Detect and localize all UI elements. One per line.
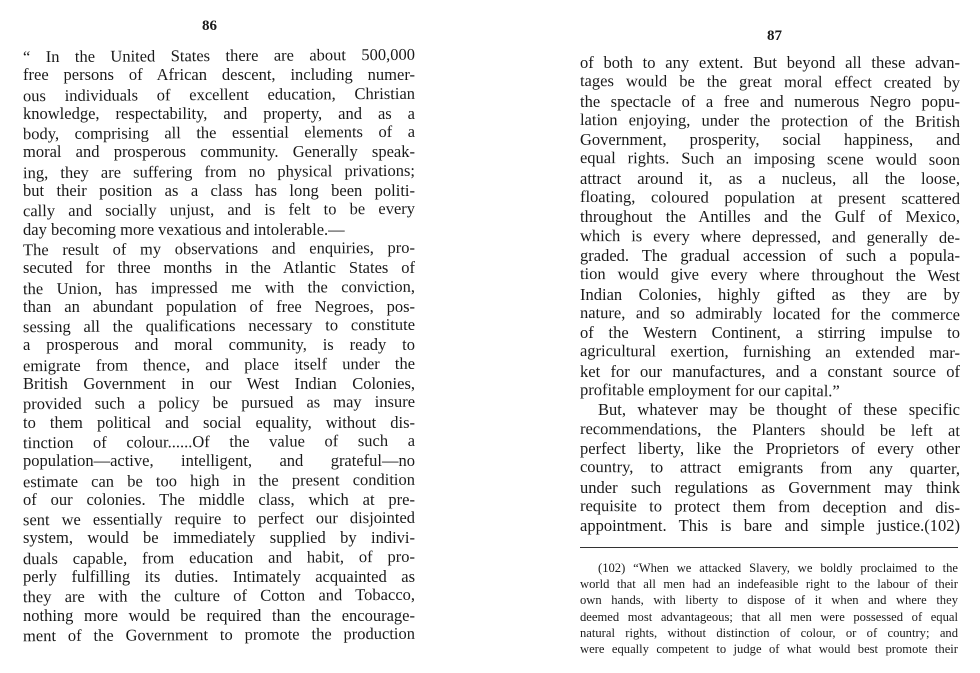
footnote (580, 560, 958, 657)
text-line: graded. The gradual accession of such a popula- (580, 245, 960, 265)
text-line: tinction of colour......Of the value of such a (22, 430, 416, 453)
footnote-line: own hands, with liberty to dispose of it when and where they (580, 593, 958, 608)
text-line: British Government in our West Indian Colonies, (23, 374, 415, 394)
text-line: attract around it, as a nucleus, all the loose, (580, 168, 960, 188)
text-line: nothing more would be required than the encourage- (23, 605, 415, 625)
text-line: agricultural exertion, furnishing an extended mar- (579, 341, 961, 363)
text-line: But, whatever may be thought of these specific (598, 400, 960, 420)
text-line: nature, and so admirably located for the commerce (579, 302, 961, 324)
text-line: Indian Colonies, highly gifted as they are by (580, 284, 960, 304)
book-gutter (440, 0, 560, 673)
text-line: tages would be the great moral effect created by (579, 71, 961, 93)
page-number: 86 (202, 18, 217, 34)
text-line: ket for our manufactures, and a constant source of (580, 361, 960, 381)
left-page-text (23, 46, 415, 644)
text-line: of both to any extent. But beyond all these advan- (580, 53, 960, 72)
text-line: system, would be immediately supplied by indivi- (23, 528, 415, 548)
footnote-line: natural rights, without distinction of colour, or of country; and (580, 625, 958, 640)
text-line: duals capable, from education and habit, of pro- (22, 546, 416, 568)
text-line: population—active, intelligent, and grateful—no (23, 451, 415, 471)
text-line: secuted for three months in the Atlantic States of (23, 258, 415, 278)
footnote-line: deemed most advantageous; that all men were possessed of equal (580, 609, 958, 624)
footnote-rule (580, 547, 958, 548)
text-line: tion would give every where throughout the West (579, 264, 961, 286)
text-line: sent we essentially require to perfect our disjointed (22, 507, 416, 530)
text-line: floating, coloured population at present scattered (579, 187, 961, 209)
text-line: estimate can be too high in the present condition (22, 469, 416, 491)
text-line: throughout the Antilles and the Gulf of Mexico, (580, 207, 960, 227)
text-line: provided such a policy be pursued as may insure (22, 392, 416, 414)
text-line: perly fulfilling its duties. Intimately acquainted as (23, 567, 415, 587)
text-line: knowledge, respectability, and property, and as a (23, 103, 415, 123)
text-line: perfect liberty, like the Proprietors of every other (580, 438, 960, 458)
text-line: moral and prosperous community. Generally speak- (23, 142, 415, 162)
right-page-text (580, 53, 960, 535)
text-line: the Union, has impressed me with the conviction, (22, 276, 416, 298)
text-line: “ In the United States there are about 500,000 (22, 44, 416, 67)
text-line: to them political and social equality, without dis- (23, 412, 415, 432)
text-line: than an abundant population of free Negroes, pos- (23, 296, 415, 316)
text-line: emigrate from thence, and place itself under the (22, 353, 416, 375)
text-line: ing, they are suffering from no physical privations; (22, 160, 416, 182)
text-line: under such regulations as Government may think (580, 477, 960, 497)
text-line: of the Western Continent, a stirring impulse to (580, 323, 960, 343)
text-line: ous individuals of excellent education, Christian (22, 83, 416, 105)
text-line: sessing all the qualifications necessary to constitute (22, 314, 416, 337)
right-page (560, 0, 980, 673)
left-page (0, 0, 440, 673)
text-line: day becoming more vexatious and intolerable.— (23, 219, 345, 239)
text-line: equal rights. Such an imposing scene would soon (579, 148, 961, 170)
text-line: lation enjoying, under the protection of the British (579, 109, 961, 131)
text-line: cally and socially unjust, and is felt to be every (22, 199, 416, 221)
text-line: free persons of African descent, including numer- (23, 65, 415, 85)
footnote-line: (102) “When we attacked Slavery, we boldly proclaimed to the (598, 561, 958, 575)
page-number: 87 (767, 28, 782, 44)
text-line: but their position as a class has long been politi- (23, 181, 415, 201)
text-line: they are with the culture of Cotton and Tobacco, (22, 585, 416, 607)
text-line: recommendations, the Planters should be left at (579, 418, 961, 440)
text-line: a prosperous and moral community, is ready to (23, 335, 415, 355)
text-line: the spectacle of a free and numerous Negro popu- (580, 91, 960, 111)
text-line: profitable employment for our capital.” (579, 380, 840, 401)
footnote-line: were equally competent to judge of what would best promote their (580, 641, 958, 656)
text-line: of our colonies. The middle class, which at pre- (23, 489, 415, 509)
text-line: appointment. This is bare and simple justice.(102) (580, 516, 960, 536)
text-line: body, comprising all the essential elements of a (22, 121, 416, 144)
text-line: which is every where depressed, and generally de- (579, 225, 961, 247)
text-line: ment of the Government to promote the production (22, 623, 416, 646)
text-line: requisite to protect them from deception and dis- (579, 495, 961, 517)
text-line: Government, prosperity, social happiness, and (580, 130, 960, 150)
footnote-line: world that all men had an indefeasible right to the labour of their (580, 577, 958, 592)
text-line: The result of my observations and enquiries, pro- (22, 237, 416, 260)
text-line: country, to attract emigrants from any quarter, (579, 457, 961, 479)
